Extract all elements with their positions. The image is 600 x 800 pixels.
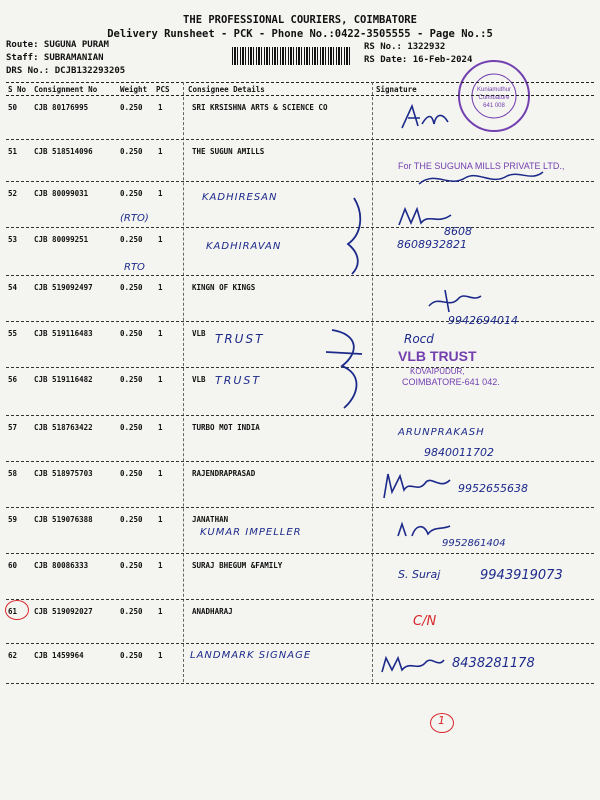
cell-pcs: 1	[158, 607, 163, 616]
cell-sno: 51	[8, 147, 18, 156]
cell-weight: 0.250	[120, 607, 143, 616]
cell-weight: 0.250	[120, 329, 143, 338]
cell-details: SURAJ BHEGUM &FAMILY	[192, 561, 283, 570]
cell-weight: 0.250	[120, 283, 143, 292]
cell-consignment: CJB 519116482	[34, 375, 93, 384]
handwritten-name-row59: KUMAR IMPELLER	[200, 527, 302, 538]
cell-weight: 0.250	[120, 515, 143, 524]
phone-row62: 8438281178	[452, 656, 535, 671]
handwritten-name-row53: KADHIRAVAN	[206, 241, 282, 252]
table-row	[6, 321, 594, 368]
phone-row53: 8608932821	[397, 238, 467, 251]
cell-consignment: CJB 80086333	[34, 561, 89, 570]
cell-consignment: CJB 80099251	[34, 235, 89, 244]
cell-pcs: 1	[158, 283, 163, 292]
cell-pcs: 1	[158, 103, 163, 112]
cell-details: ANADHARAJ	[192, 607, 233, 616]
cell-details: SRI KRSISHNA ARTS & SCIENCE CO	[192, 103, 328, 112]
cell-sno: 62	[8, 651, 18, 660]
cell-pcs: 1	[158, 651, 163, 660]
cell-consignment: CJB 518975703	[34, 469, 93, 478]
signature-row59	[394, 518, 454, 540]
cell-consignment: CJB 519092027	[34, 607, 93, 616]
cell-consignment: CJB 519116483	[34, 329, 93, 338]
svg-text:Kuniamuthur: Kuniamuthur	[476, 87, 512, 93]
document-subtitle: Delivery Runsheet - PCK - Phone No.:0422-3505555 - Page No.:5	[107, 28, 493, 40]
table-header	[6, 82, 594, 96]
table-row	[6, 95, 594, 140]
signature-row54	[425, 288, 485, 314]
cell-sno: 52	[8, 189, 18, 198]
signature-row62	[378, 652, 448, 676]
rs-number: RS No.: 1322932	[364, 42, 446, 52]
red-circle-mark	[5, 600, 29, 620]
cell-weight: 0.250	[120, 423, 143, 432]
cell-details: JANATHAN	[192, 515, 229, 524]
header-sno: S No	[8, 85, 27, 94]
cell-sno: 54	[8, 283, 18, 292]
cell-details: KINGN OF KINGS	[192, 283, 256, 292]
svg-text:Coimbatore: Coimbatore	[478, 95, 510, 101]
cell-weight: 0.250	[120, 147, 143, 156]
header-consignment: Consignment No	[34, 85, 98, 94]
handwritten-name-row57: ARUNPRAKASH	[398, 427, 485, 438]
cell-sno: 60	[8, 561, 18, 570]
phone-row59: 9952861404	[442, 538, 506, 549]
company-stamp: COIMBATORE-641 042.	[402, 377, 500, 387]
red-mark-row61: C/N	[413, 614, 437, 629]
phone-row52: 8608	[444, 225, 472, 238]
header-weight: Weight	[120, 85, 148, 94]
phone-row58: 9952655638	[458, 482, 528, 495]
cell-details: VLB	[192, 329, 206, 338]
rs-date: RS Date: 16-Feb-2024	[364, 55, 473, 65]
cell-weight: 0.250	[120, 375, 143, 384]
cell-pcs: 1	[158, 561, 163, 570]
cell-details: TURBO MOT INDIA	[192, 423, 260, 432]
cell-sno: 56	[8, 375, 18, 384]
cell-consignment: CJB 80099031	[34, 189, 89, 198]
company-stamp: KOVAIPUDUR,	[410, 367, 465, 376]
table-row	[6, 415, 594, 462]
drs-number: DRS No.: DCJB132293205	[6, 66, 126, 76]
cell-weight: 0.250	[120, 235, 143, 244]
company-stamp: VLB TRUST	[398, 348, 477, 364]
cell-pcs: 1	[158, 423, 163, 432]
cell-sno: 58	[8, 469, 18, 478]
header-details: Consignee Details	[188, 85, 265, 94]
handwritten-name-row62: LANDMARK SIGNAGE	[190, 650, 312, 661]
cell-details: THE SUGUN AMILLS	[192, 147, 265, 156]
document-title: THE PROFESSIONAL COURIERS, COIMBATORE	[183, 14, 417, 26]
cell-weight: 0.250	[120, 469, 143, 478]
table-row	[6, 367, 594, 416]
company-stamp: For THE SUGUNA MILLS PRIVATE LTD.,	[398, 161, 565, 171]
bracket-stroke	[322, 322, 368, 414]
bracket-stroke	[340, 194, 370, 278]
handwritten-trust-row56: TRUST	[215, 374, 262, 387]
cell-weight: 0.250	[120, 103, 143, 112]
signature-row60: S. Suraj	[398, 568, 441, 581]
cell-weight: 0.250	[120, 651, 143, 660]
cell-pcs: 1	[158, 375, 163, 384]
cell-details: VLB	[192, 375, 206, 384]
cell-sno: 53	[8, 235, 18, 244]
table-row	[6, 599, 594, 644]
cell-sno: 61	[8, 607, 18, 616]
cell-consignment: CJB 1459964	[34, 651, 84, 660]
cell-sno: 59	[8, 515, 18, 524]
cell-sno: 55	[8, 329, 18, 338]
cell-consignment: CJB 80176995	[34, 103, 89, 112]
signature-row58	[380, 470, 456, 502]
handwritten-note-row53: RTO	[124, 262, 145, 273]
handwritten-note-row52: (RTO)	[120, 213, 149, 224]
header-pcs: PCS	[156, 85, 170, 94]
barcode	[232, 47, 352, 65]
cell-pcs: 1	[158, 235, 163, 244]
phone-row57: 9840011702	[424, 446, 494, 459]
signature-row50	[398, 102, 454, 132]
phone-row60: 9943919073	[480, 568, 563, 583]
cell-pcs: 1	[158, 329, 163, 338]
handwritten-trust-row55: TRUST	[215, 332, 265, 346]
phone-row54: 9942694014	[448, 314, 518, 327]
page-number-mark: 1	[438, 714, 445, 727]
svg-text:641 008: 641 008	[483, 103, 505, 109]
cell-consignment: CJB 519092497	[34, 283, 93, 292]
cell-weight: 0.250	[120, 189, 143, 198]
cell-pcs: 1	[158, 147, 163, 156]
signature-row51	[415, 164, 545, 190]
route-label: Route: SUGUNA PURAM	[6, 40, 109, 50]
received-note-row55: Rocd	[404, 332, 434, 346]
table-row	[6, 227, 594, 276]
cell-pcs: 1	[158, 469, 163, 478]
cell-details: RAJENDRAPRASAD	[192, 469, 256, 478]
cell-consignment: CJB 519076388	[34, 515, 93, 524]
cell-pcs: 1	[158, 515, 163, 524]
cell-sno: 57	[8, 423, 18, 432]
cell-pcs: 1	[158, 189, 163, 198]
cell-consignment: CJB 518763422	[34, 423, 93, 432]
staff-label: Staff: SUBRAMANIAN	[6, 53, 104, 63]
header-signature: Signature	[376, 85, 417, 94]
cell-consignment: CJB 518514096	[34, 147, 93, 156]
cell-weight: 0.250	[120, 561, 143, 570]
handwritten-name-row52: KADHIRESAN	[202, 192, 278, 203]
cell-sno: 50	[8, 103, 18, 112]
